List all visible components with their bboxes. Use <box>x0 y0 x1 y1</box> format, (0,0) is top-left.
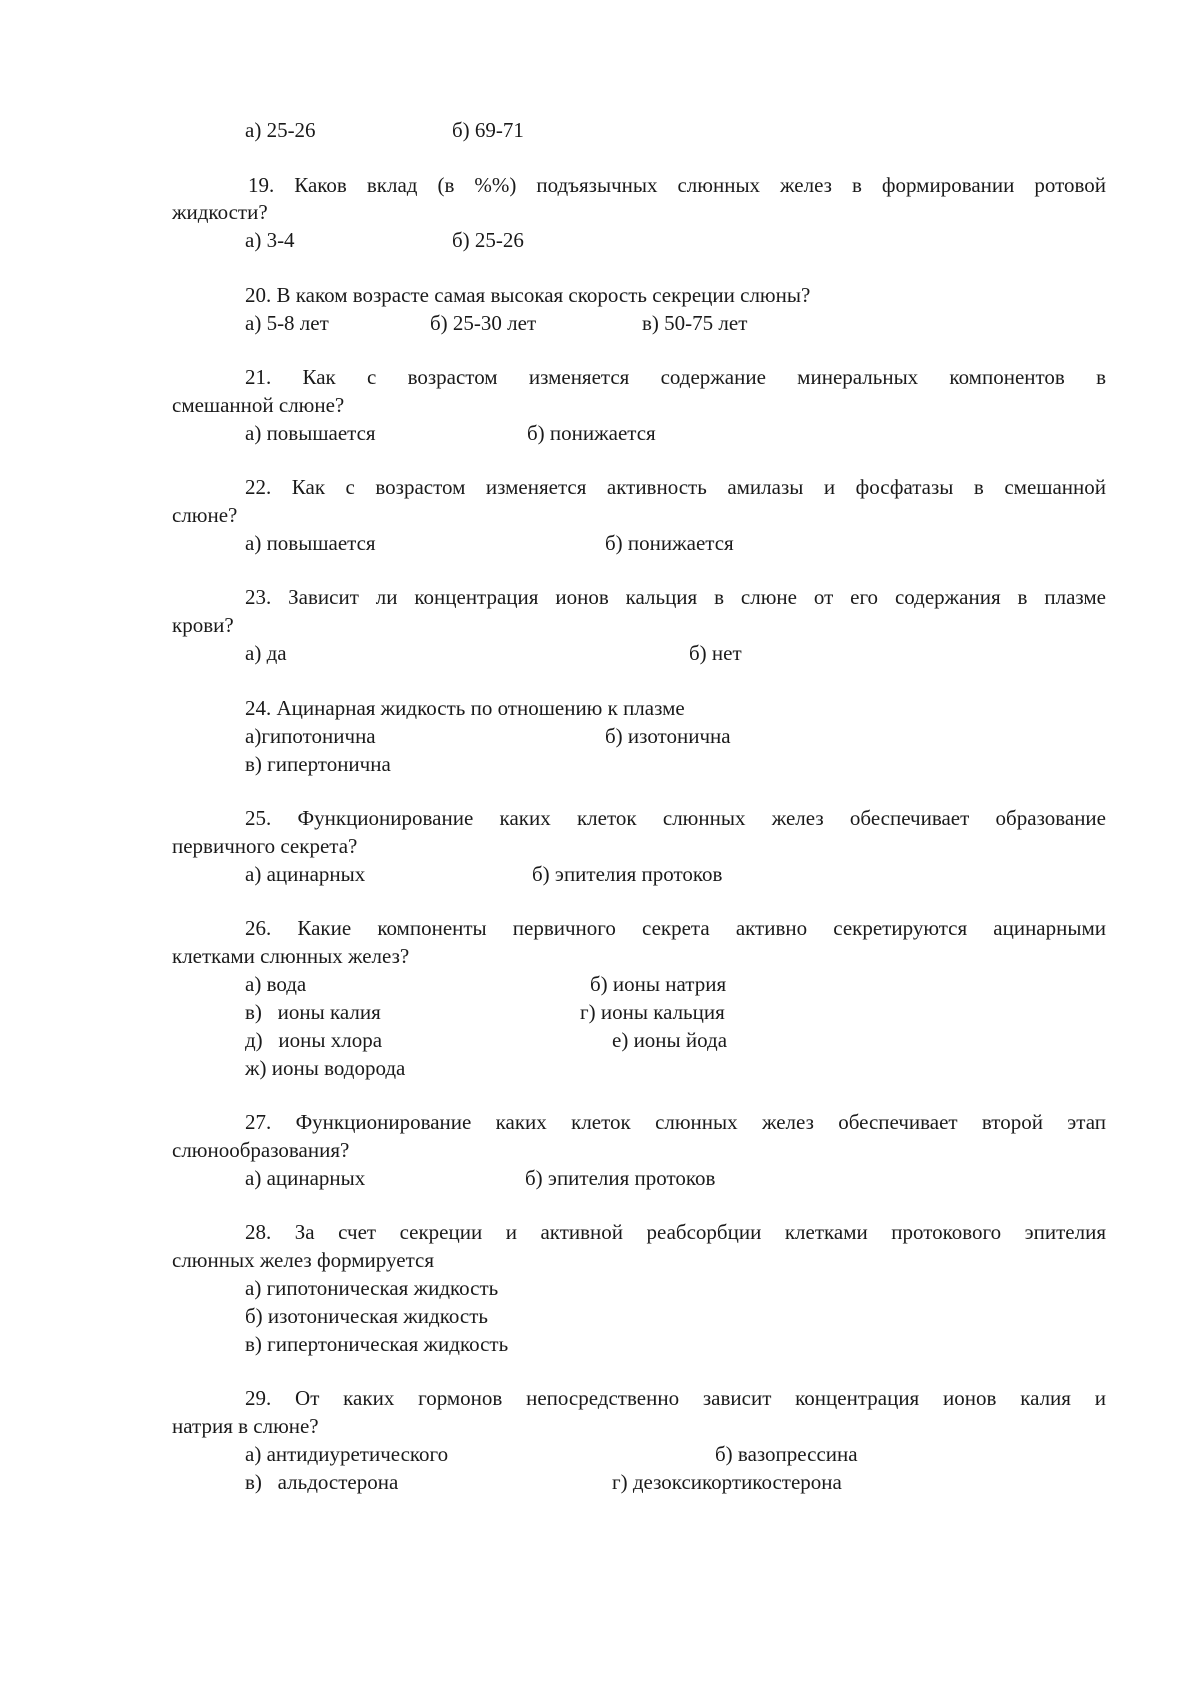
q29-option-c: в) альдостерона <box>245 1470 399 1494</box>
q28-option-a: а) гипотоническая жидкость <box>245 1276 499 1300</box>
q26-option-g: ж) ионы водорода <box>245 1056 406 1080</box>
q21-text-line2: смешанной слюне? <box>172 393 345 417</box>
q26-text-line2: клетками слюнных желез? <box>172 944 410 968</box>
q18-option-a: а) 25-26 <box>245 118 316 142</box>
q29-option-a: а) антидиуретического <box>245 1442 449 1466</box>
q21-option-a: а) повышается <box>245 421 376 445</box>
q29-text-line1: 29. От каких гормонов непосредственно зависит концентрация ионов калия и <box>245 1386 1106 1410</box>
q27-option-b: б) эпителия протоков <box>525 1166 716 1190</box>
q25-text-line2: первичного секрета? <box>172 834 358 858</box>
q19-option-a: а) 3-4 <box>245 228 295 252</box>
q26-option-c: в) ионы калия <box>245 1000 381 1024</box>
q25-option-a: а) ацинарных <box>245 862 366 886</box>
q20-option-c: в) 50-75 лет <box>642 311 748 335</box>
q27-text-line2: слюнообразования? <box>172 1138 350 1162</box>
q26-option-e: д) ионы хлора <box>245 1028 383 1052</box>
q19-text-line1: 19. Каков вклад (в %%) подъязычных слюнных желез в формировании ротовой <box>248 173 1106 197</box>
q21-option-b: б) понижается <box>527 421 656 445</box>
q20-option-a: а) 5-8 лет <box>245 311 329 335</box>
q24-text-line1: 24. Ацинарная жидкость по отношению к плазме <box>245 696 685 720</box>
q26-option-b: б) ионы натрия <box>590 972 727 996</box>
q29-option-d: г) дезоксикортикостерона <box>612 1470 842 1494</box>
q25-option-b: б) эпителия протоков <box>532 862 723 886</box>
q24-option-c: в) гипертонична <box>245 752 391 776</box>
q26-option-a: а) вода <box>245 972 307 996</box>
q23-text-line1: 23. Зависит ли концентрация ионов кальция в слюне от его содержания в плазме <box>245 585 1106 609</box>
q22-text-line1: 22. Как с возрастом изменяется активность амилазы и фосфатазы в смешанной <box>245 475 1106 499</box>
q22-option-b: б) понижается <box>605 531 734 555</box>
q24-option-a: а)гипотонична <box>245 724 376 748</box>
q25-text-line1: 25. Функционирование каких клеток слюнных желез обеспечивает образование <box>245 806 1106 830</box>
q19-text-line2: жидкости? <box>172 200 268 224</box>
q29-option-b: б) вазопрессина <box>715 1442 858 1466</box>
q28-option-b: б) изотоническая жидкость <box>245 1304 488 1328</box>
q22-text-line2: слюне? <box>172 503 238 527</box>
q24-option-b: б) изотонична <box>605 724 731 748</box>
q26-option-f: е) ионы йода <box>612 1028 728 1052</box>
q29-text-line2: натрия в слюне? <box>172 1414 319 1438</box>
q27-text-line1: 27. Функционирование каких клеток слюнных желез обеспечивает второй этап <box>245 1110 1106 1134</box>
q22-option-a: а) повышается <box>245 531 376 555</box>
q26-text-line1: 26. Какие компоненты первичного секрета активно секретируются ацинарными <box>245 916 1106 940</box>
q19-option-b: б) 25-26 <box>452 228 524 252</box>
q20-text-line1: 20. В каком возрасте самая высокая скорость секреции слюны? <box>245 283 811 307</box>
q28-text-line1: 28. За счет секреции и активной реабсорбции клетками протокового эпителия <box>245 1220 1106 1244</box>
q28-option-c: в) гипертоническая жидкость <box>245 1332 509 1356</box>
q23-text-line2: крови? <box>172 613 234 637</box>
q23-option-a: а) да <box>245 641 287 665</box>
q27-option-a: а) ацинарных <box>245 1166 366 1190</box>
q23-option-b: б) нет <box>689 641 742 665</box>
q28-text-line2: слюнных желез формируется <box>172 1248 434 1272</box>
q26-option-d: г) ионы кальция <box>580 1000 725 1024</box>
q18-option-b: б) 69-71 <box>452 118 524 142</box>
q20-option-b: б) 25-30 лет <box>430 311 537 335</box>
q21-text-line1: 21. Как с возрастом изменяется содержание минеральных компонентов в <box>245 365 1106 389</box>
